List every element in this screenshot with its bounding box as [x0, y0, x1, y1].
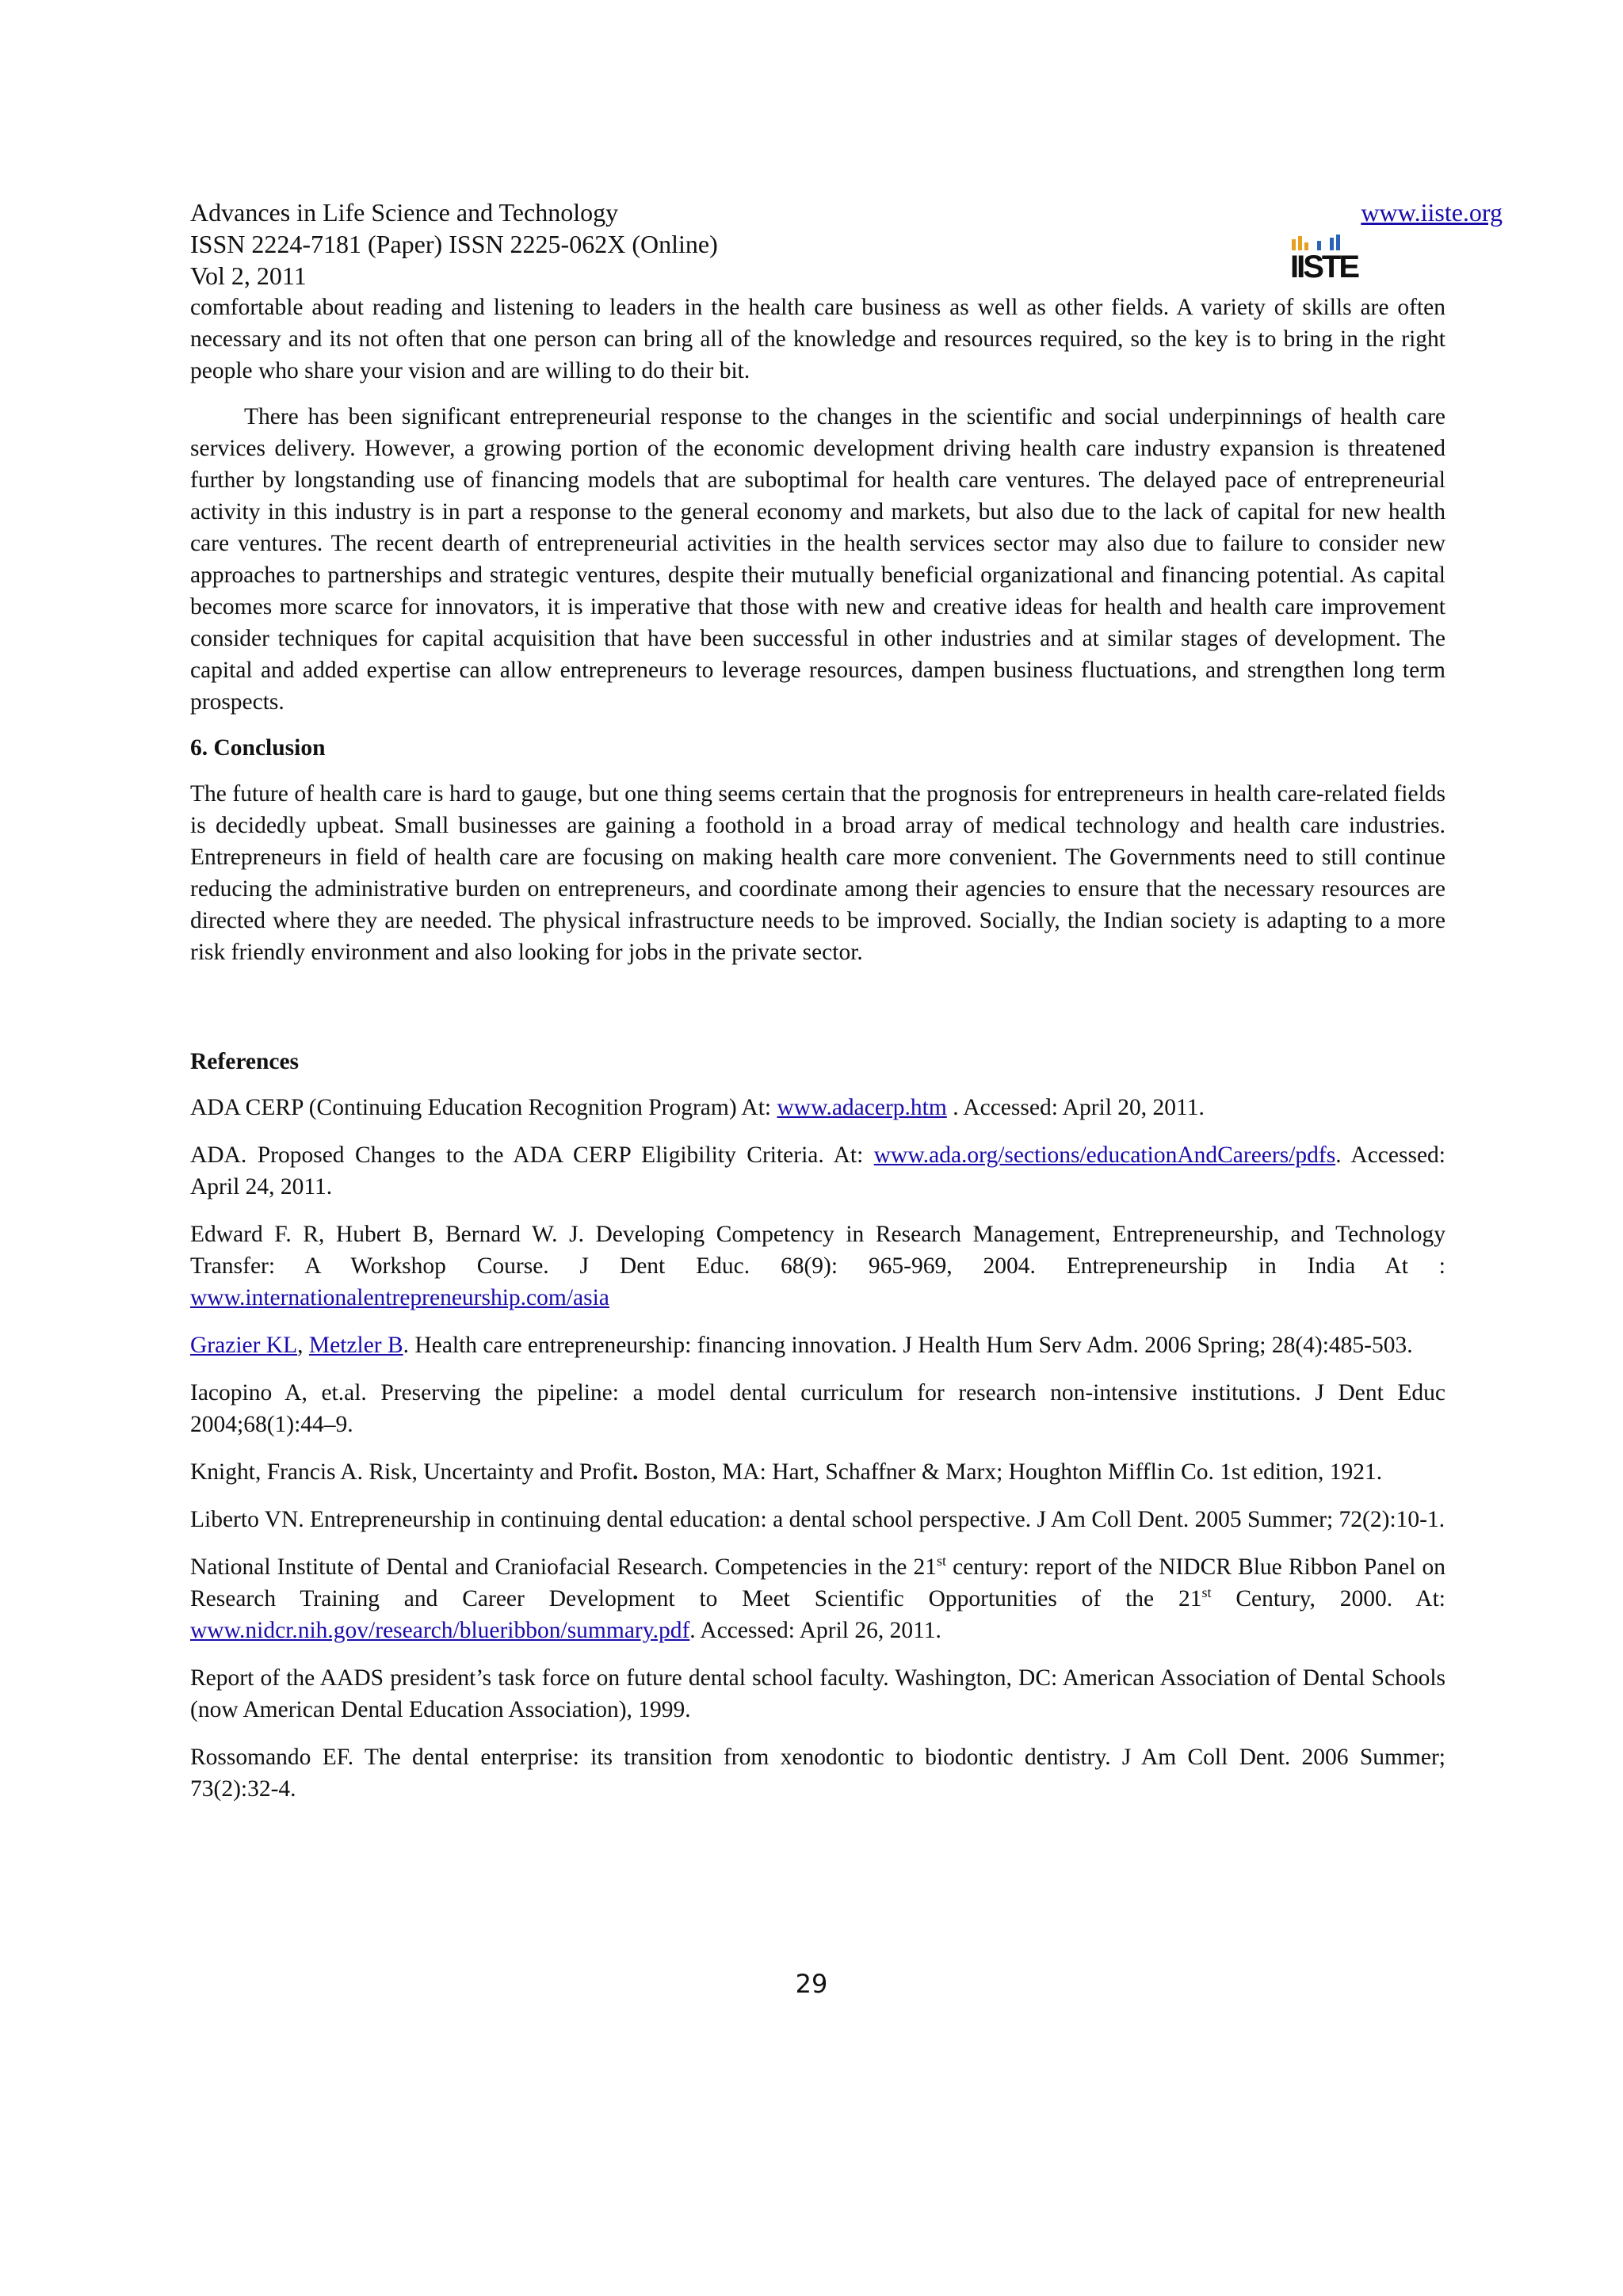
running-header — [190, 196, 1445, 292]
page-number: 29 — [795, 1969, 828, 1999]
author-link-metzler[interactable]: Metzler B — [308, 1333, 403, 1358]
paragraph-1: comfortable about reading and listening to leaders in the health care business as well as other fields. A variety of skills are often necessary and its not often that one person can bring all of the knowledge and resources required, so the key is to bring in the right people who share your vision and are willing to do their bit. — [190, 295, 1445, 383]
section-heading-conclusion: 6. Conclusion — [190, 735, 326, 761]
logo-bars-icon — [1290, 235, 1344, 250]
iiste-logo — [1290, 235, 1358, 287]
reference-item: ADA. Proposed Changes to the ADA CERP Eligibility Criteria. At: www.ada.org/sections/educationAndCareers/pdfs. Accessed: April 24, 2011. — [190, 1142, 1445, 1199]
reference-item: National Institute of Dental and Craniofacial Research. Competencies in the 21st century: report of the NIDCR Blue Ribbon Panel on Research Training and Career Development to Meet Scientific Opportunities of the 21st Century, 2000. At: www.nidcr.nih.gov/research/blueribbon/summary.pdf. Accessed: April 26, 2011. — [190, 1553, 1445, 1643]
reference-item: Rossomando EF. The dental enterprise: its transition from xenodontic to biodontic dentistry. J Am Coll Dent. 2006 Summer; 73(2):32-4. — [190, 1745, 1445, 1802]
author-link-grazier[interactable]: Grazier KL — [190, 1333, 298, 1358]
reference-link[interactable]: www.ada.org/sections/educationAndCareers/pdfs — [873, 1142, 1336, 1168]
references-heading: References — [190, 1049, 300, 1074]
reference-link[interactable]: www.nidcr.nih.gov/research/blueribbon/summary.pdf — [190, 1618, 690, 1643]
reference-link[interactable]: www.adacerp.htm — [777, 1095, 947, 1120]
reference-item: Report of the AADS president’s task force on future dental school faculty. Washington, DC: American Association of Dental Schools (now American Dental Education Association), 1999. — [190, 1665, 1445, 1722]
reference-item: Grazier KL, Metzler B. Health care entrepreneurship: financing innovation. J Health Hum Serv Adm. 2006 Spring; 28(4):485-503. — [190, 1333, 1413, 1358]
reference-item: Edward F. R, Hubert B, Bernard W. J. Developing Competency in Research Management, Entrepreneurship, and Technology Transfer: A Workshop Course. J Dent Educ. 68(9): 965-969, 2004. Entrepreneurship in India At : www.internationalentrepreneurship.com/asia — [190, 1222, 1445, 1310]
reference-link[interactable]: www.internationalentrepreneurship.com/asia — [190, 1285, 609, 1310]
journal-title: Advances in Life Science and Technology — [190, 198, 619, 227]
issn-line: ISSN 2224-7181 (Paper) ISSN 2225-062X (Online) — [190, 230, 718, 258]
reference-item: Liberto VN. Entrepreneurship in continuing dental education: a dental school perspective. J Am Coll Dent. 2005 Summer; 72(2):10-1. — [190, 1507, 1445, 1532]
reference-item: ADA CERP (Continuing Education Recognition Program) At: www.adacerp.htm . Accessed: April 20, 2011. — [190, 1095, 1205, 1120]
article-body — [190, 292, 1445, 1821]
reference-item: Iacopino A, et.al. Preserving the pipeline: a model dental curriculum for research non-intensive institutions. J Dent Educ 2004;68(1):44–9. — [190, 1380, 1445, 1437]
paragraph-conclusion: The future of health care is hard to gauge, but one thing seems certain that the prognosis for entrepreneurs in health care-related fields is decidedly upbeat. Small businesses are gaining a foothold in a broad array of medical technology and health care industries. Entrepreneurs in field of health care are focusing on making health care more convenient. The Governments need to still continue reducing the administrative burden on entrepreneurs, and coordinate among their agencies to ensure that the necessary resources are directed where they are needed. The physical infrastructure needs to be improved. Socially, the Indian society is adapting to a more risk friendly environment and also looking for jobs in the private sector. — [190, 781, 1445, 965]
logo-text: IISTE — [1290, 250, 1358, 284]
reference-item: Knight, Francis A. Risk, Uncertainty and Profit. Boston, MA: Hart, Schaffner & Marx; Houghton Mifflin Co. 1st edition, 1921. — [190, 1459, 1383, 1485]
website-link[interactable]: www.iiste.org — [1361, 198, 1503, 227]
volume-line: Vol 2, 2011 — [190, 261, 307, 290]
paragraph-2: There has been significant entrepreneurial response to the changes in the scientific and social underpinnings of health care services delivery. However, a growing portion of the economic development driving health care industry expansion is threatened further by longstanding use of financing models that are suboptimal for health care ventures. The delayed pace of entrepreneurial activity in this industry is in part a response to the general economy and markets, but also due to the lack of capital for new health care ventures. The recent dearth of entrepreneurial activities in the health services sector may also due to failure to consider new approaches to partnerships and strategic ventures, despite their mutually beneficial organizational and financing potential. As capital becomes more scarce for innovators, it is imperative that those with new and creative ideas for health and health care improvement consider techniques for capital acquisition that have been successful in other industries and at similar stages of development. The capital and added expertise can allow entrepreneurs to leverage resources, dampen business fluctuations, and strengthen long term prospects. — [190, 404, 1445, 715]
